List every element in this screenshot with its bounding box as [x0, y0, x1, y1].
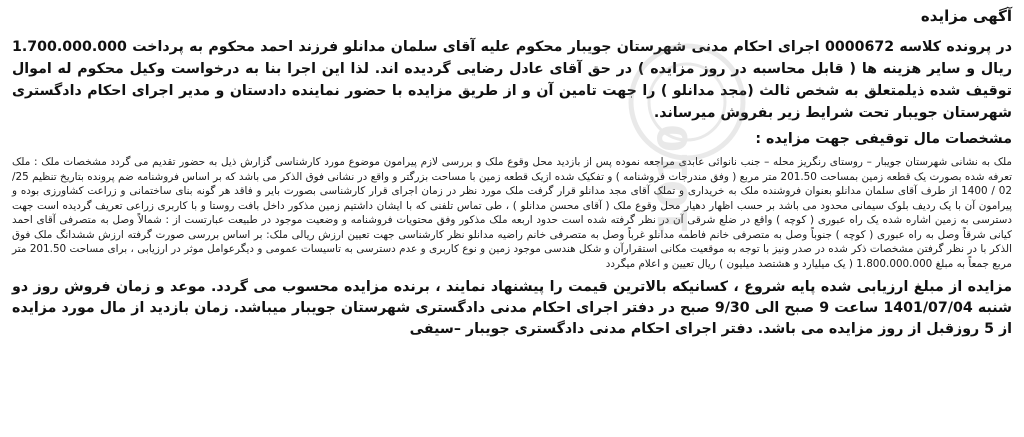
notice-title: آگهی مزایده: [920, 7, 1012, 25]
watermark-digits: 1010: [651, 124, 697, 236]
seized-property-heading: مشخصات مال توقیفی جهت مزایده :: [755, 131, 1012, 147]
property-specifications: ملک به نشانی شهرستان جویبار – روستای رنگریز محله – جنب نانوائی عابدی مراجعه نموده پس از بازدید محل وقوع ملک و بررسی لازم پیرامون موضوع مورد کارشناسی گزارش ذیل به حضور تقدیم می گردد مشخصات ملک : ملک تعرفه شده بصورت یک قطعه زمین بمساحت 201.50 متر مربع ( وفق مندرجات فروشنامه ) و تفکیک شده ازیک قطعه زمین با مساحت بزرگتر و واقع در نشانی فوق الذکر می باشد که بر اساس فروشنامه ضم پرونده بتاریخ تنظیم 25/ 02 / 1400 از طرف آقای سلمان مدانلو بعنوان فروشنده ملک به خریداری و تملک آقای مجد مدانلو قرار گرفت ملک مورد نظر در زمان اجرای قرار کارشناسی بصورت بایر و فاقد هر گونه بنای ساختمانی و زراعت کشاورزی بوده و پیرامون آن با یک ردیف بلوک سیمانی محدود می باشد بر حسب اظهار دهیار محل وقوع ملک ( آقای محسن مدانلو ) ، طی تماس تلفنی که با ایشان داشتیم زمین مذکور داخل بافت روستا و با کاربری زراعی تعریف گردیده است جهت دسترسی به زمین اشاره شده یک راه عبوری ( کوچه ) واقع در ضلع شرقی آن در نظر گرفته شده است حدود اربعه ملک مذکور وفق محتویات فروشنامه و وضعیت موجود در طبیعت عبارتست از : شمالاً وصل به متصرفی آقای احمد کیانی شرقاً وصل به راه عبوری ( کوچه ) جنوباً وصل به متصرفی خانم فاطمه مدانلو غرباً وصل به متصرفی خانم راضیه مدانلو نظر کارشناسی جهت تعیین ارزش ریالی ملک: بر اساس بررسی صورت گرفته ارزش ششدانگ ملک فوق الذکر با در نظر گرفتن مشخصات ذکر شده در صدر ونیز با توجه به موقعیت مکانی استقرارآن و شکل هندسی موجود زمین و نوع کاربری و عدم دسترسی به تاسیسات عمومی و دیگرعوامل موثر در ارزیابی ، برای مساحت 201.50 متر مربع جمعاً به مبلغ 1.800.000.000 ( یک میلیارد و هشتصد میلیون ) ریال تعیین و اعلام میگردد: [12, 156, 1013, 270]
auction-terms: مزایده از مبلغ ارزیابی شده پایه شروع ، کسانیکه بالاترین قیمت را پیشنهاد نمایند ، برنده مزایده محسوب می گردد. موعد و زمان فروش روز دو شنبه 1401/07/04 ساعت 9 صبح الی 9/30 صبح در دفتر اجرای احکام مدنی دادگستری شهرستان جویبار میباشد. زمان بازدید از مال مورد مزایده از 5 روزقبل از روز مزایده می باشد. دفتر اجرای احکام مدنی دادگستری جویبار –سیفی: [12, 279, 1012, 337]
notice-intro: در پرونده کلاسه 0000672 اجرای احکام مدنی شهرستان جویبار محکوم علیه آقای سلمان مدانلو فرزند احمد محکوم به پرداخت 1.700.000.000 ریال و سایر هزینه ها ( قابل محاسبه در روز مزایده ) در حق آقای عادل رضایی گردیده اند. لذا این اجرا بنا به درخواست وکیل محکوم له اموال توقیف شده ذیلمتعلق به شخص ثالث (مجد مدانلو ) را جهت تامین آن و از طریق مزایده با حضور نماینده دادستان و مدیر اجرای احکام دادگستری شهرستان جویبار تحت شرایط زیر بفروش میرساند.: [12, 39, 1012, 121]
